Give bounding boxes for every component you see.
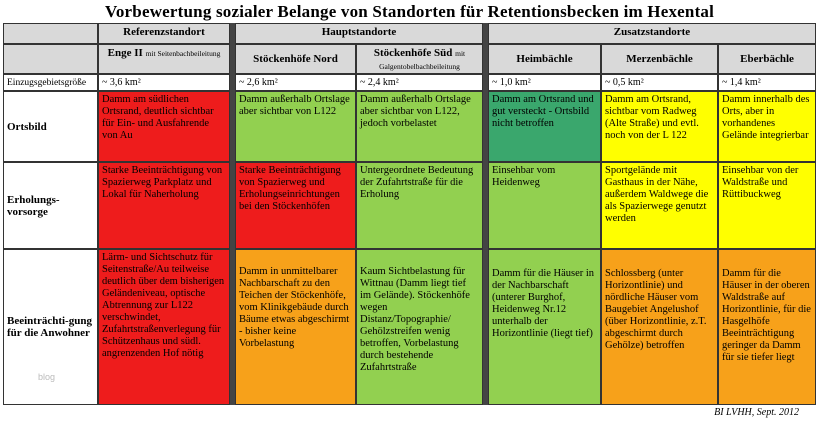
col-name-enge: Enge II (107, 47, 143, 59)
area-value-merzenbaechle: ~ 0,5 km² (601, 74, 718, 91)
col-name-heimbaechle: Heimbächle (516, 53, 573, 65)
cell-anwohner-merzenbaechle: Schlossberg (unter Horizontlinie) und nördliche Häuser vom Baugebiet Angelushof (über Horizontlinie, z.T. abgeschirmt durch Gehölze) betroffen (601, 249, 718, 405)
page-title: Vorbewertung sozialer Belange von Standorten für Retentionsbecken im Hexental (104, 2, 715, 21)
cell-ortsbild-eberbaechle: Damm innerhalb des Orts, aber in vorhandenes Gelände integrierbar (718, 91, 816, 162)
col-name-merzenbaechle: Merzenbächle (626, 53, 693, 65)
cell-anwohner-eberbaechle: Damm für die Häuser in der oberen Waldstraße auf Horizontlinie, für die Hasgelhöfe Beeinträchtigung geringer da Damm für sie tiefer liegt (718, 249, 816, 405)
area-value-heimbaechle: ~ 1,0 km² (488, 74, 601, 91)
col-header-enge (98, 44, 230, 74)
col-name-stoeckenhoefe-sued: Stöckenhöfe Süd (373, 47, 453, 59)
col-header-heimbaechle (488, 44, 601, 74)
group-separator (230, 23, 235, 405)
cell-anwohner-stoeckenhoefe-nord: Damm in unmittelbarer Nachbarschaft zu den Teichen der Stöckenhöfe, vom Klinikgebäude durch Bäume etwas abgeschirmt - bisher keine Vorbelastung (235, 249, 356, 405)
cell-ortsbild-enge: Damm am südlichen Ortsrand, deutlich sichtbar für Ein- und Ausfahrende von Au (98, 91, 230, 162)
col-name-eberbaechle: Eberbächle (740, 53, 794, 65)
row-label-anwohner: Beeinträchti-gung für die Anwohner (3, 249, 98, 405)
row-label-erholungsvorsorge: Erholungs-vorsorge (3, 162, 98, 249)
col-header-empty (3, 44, 98, 74)
cell-erholung-stoeckenhoefe-nord: Starke Beeinträchtigung von Spazierweg und Erholungseinrichtungen bei den Stöckenhöfen (235, 162, 356, 249)
col-header-stoeckenhoefe-sued (356, 44, 483, 74)
col-sub-stoeckenhoefe-sued: mit Galgentobelbachbeileitung (379, 49, 466, 71)
area-label: Einzugsgebietsgröße (3, 74, 98, 91)
col-header-eberbaechle (718, 44, 816, 74)
area-value-enge: ~ 3,6 km² (98, 74, 230, 91)
cell-ortsbild-merzenbaechle: Damm am Ortsrand, sichtbar vom Radweg (Alte Straße) und evtl. noch von der L 122 (601, 91, 718, 162)
col-name-stoeckenhoefe-nord: Stöckenhöfe Nord (253, 53, 338, 65)
col-header-stoeckenhoefe-nord (235, 44, 356, 74)
group-header-reference: Referenzstandort (98, 23, 230, 44)
cell-anwohner-enge: Lärm- und Sichtschutz für Seitenstraße/Au teilweise deutlich über dem bisherigen Geländeniveau, optische Abtrennung zur L122 verschwindet, Zufahrtstraßenverlegung für Schützenhaus und südl. angrenzenden Hof nötig (98, 249, 230, 405)
cell-ortsbild-stoeckenhoefe-nord: Damm außerhalb Ortslage aber sichtbar von L122 (235, 91, 356, 162)
cell-erholung-merzenbaechle: Sportgelände mit Gasthaus in der Nähe, außerdem Waldwege die als Spazierwege genutzt werden (601, 162, 718, 249)
watermark: blog (38, 372, 56, 382)
group-header-main: Hauptstandorte (235, 23, 483, 44)
area-value-eberbaechle: ~ 1,4 km² (718, 74, 816, 91)
cell-ortsbild-stoeckenhoefe-sued: Damm außerhalb Ortslage aber sichtbar von L122, jedoch vorbelastet (356, 91, 483, 162)
cell-anwohner-heimbaechle: Damm für die Häuser in der Nachbarschaft (unterer Burghof, Heidenweg Nr.12 unterhalb der Horizontlinie (liegt tief) (488, 249, 601, 405)
area-value-stoeckenhoefe-sued: ~ 2,4 km² (356, 74, 483, 91)
assessment-table (3, 23, 816, 405)
cell-erholung-eberbaechle: Einsehbar von der Waldstraße und Rüttibuckweg (718, 162, 816, 249)
cell-ortsbild-heimbaechle: Damm am Ortsrand und gut versteckt - Ortsbild nicht betroffen (488, 91, 601, 162)
row-label-ortsbild: Ortsbild (3, 91, 98, 162)
group-header-empty (3, 23, 98, 44)
col-header-merzenbaechle (601, 44, 718, 74)
cell-anwohner-stoeckenhoefe-sued: Kaum Sichtbelastung für Wittnau (Damm liegt tief im Gelände). Stöckenhöfe wegen Distanz/Topographie/ Gehölzstreifen wenig betroffen, Vorbelastung durch bestehende Zufahrtstraße (356, 249, 483, 405)
group-separator (483, 23, 488, 405)
cell-erholung-heimbaechle: Einsehbar vom Heidenweg (488, 162, 601, 249)
cell-erholung-stoeckenhoefe-sued: Untergeordnete Bedeutung der Zufahrtstraße für die Erholung (356, 162, 483, 249)
group-header-extra: Zusatzstandorte (488, 23, 816, 44)
credit-line: BI LVHH, Sept. 2012 (714, 407, 799, 418)
col-sub-enge: mit Seitenbachbeileitung (145, 49, 221, 58)
area-value-stoeckenhoefe-nord: ~ 2,6 km² (235, 74, 356, 91)
cell-erholung-enge: Starke Beeinträchtigung von Spazierweg Parkplatz und Lokal für Naherholung (98, 162, 230, 249)
